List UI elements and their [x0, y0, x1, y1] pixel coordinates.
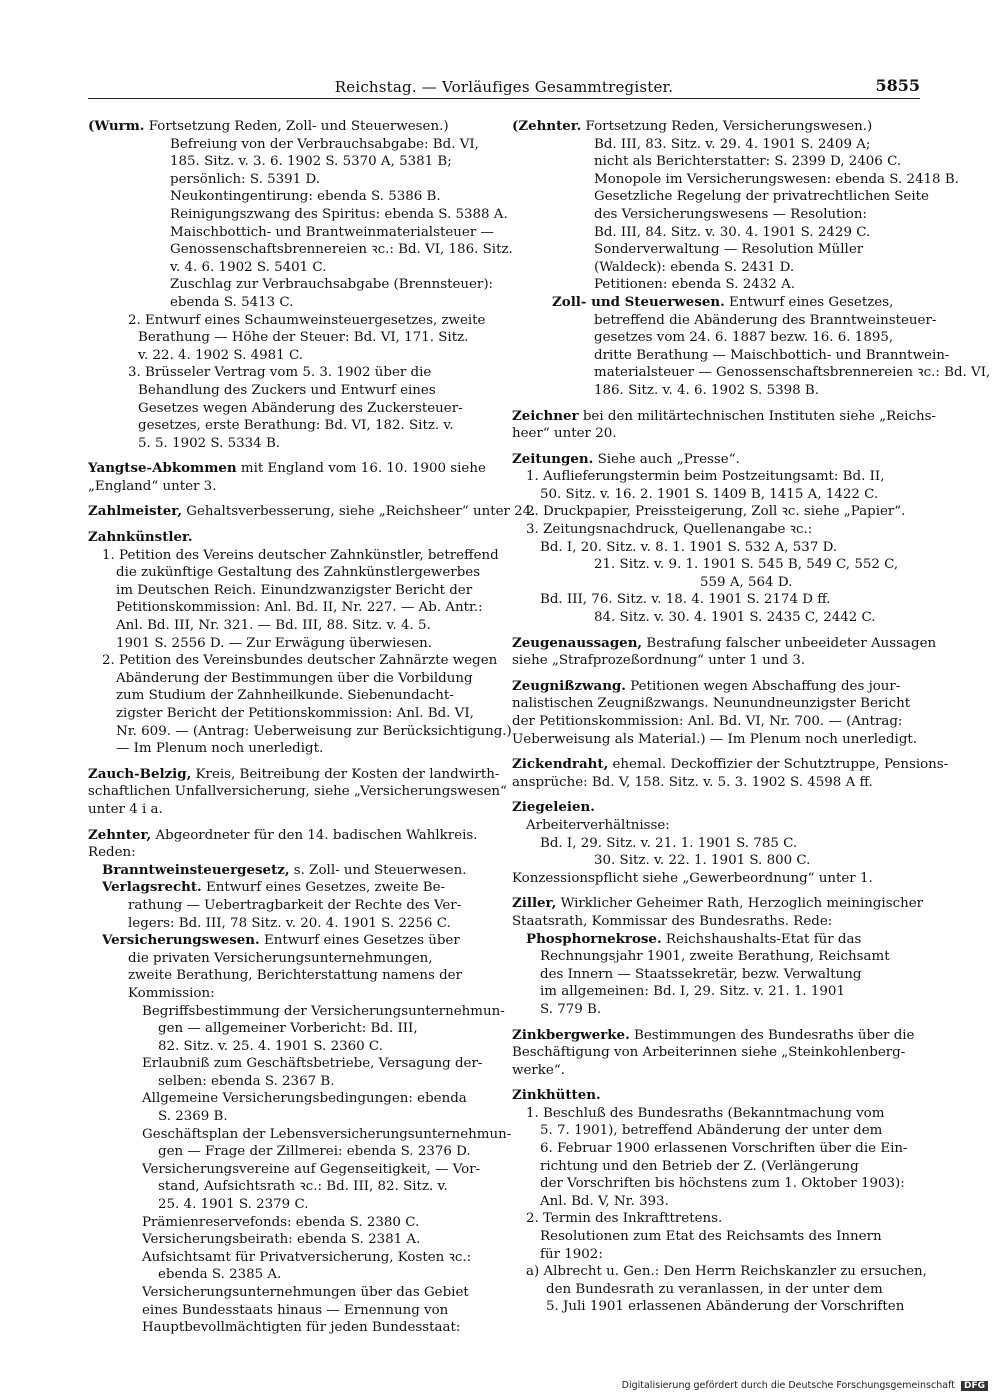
text-line: 3. Zeitungsnachdruck, Quellenangabe ꝛc.:: [526, 522, 813, 538]
text-line: S. 2369 B.: [158, 1109, 228, 1125]
text-line: Allgemeine Versicherungsbedingungen: ebenda: [142, 1091, 467, 1107]
text-line: persönlich: S. 5391 D.: [170, 171, 320, 187]
text-line: Genossenschaftsbrennereien ꝛc.: Bd. VI, 186. Sitz.: [170, 242, 513, 258]
index-heading: Zoll- und Steuerwesen.: [552, 293, 725, 310]
text-line: (Zehnter. Fortsetzung Reden, Versicherungswesen.): [512, 118, 873, 134]
text-line: ansprüche: Bd. V, 158. Sitz. v. 5. 3. 1902 S. 4598 A ff.: [512, 774, 873, 790]
text-line: 25. 4. 1901 S. 2379 C.: [158, 1197, 309, 1213]
text-line: im Deutschen Reich. Einundzwanzigster Bericht der: [116, 582, 473, 598]
text-line: Anl. Bd. III, Nr. 321. — Bd. III, 88. Sitz. v. 4. 5.: [116, 618, 431, 634]
text-line: heer“ unter 20.: [512, 426, 617, 442]
index-heading: Zeitungen.: [512, 450, 594, 467]
text-line: siehe „Strafprozeßordnung“ unter 1 und 3.: [512, 653, 806, 669]
section-gap: [512, 627, 917, 635]
section-gap: [512, 443, 917, 451]
text-line: Gesetzes wegen Abänderung des Zuckersteuer-: [138, 400, 463, 416]
section-gap: [88, 495, 493, 503]
text-line: der Vorschriften bis höchstens zum 1. Oktober 1903):: [540, 1176, 905, 1192]
text-line: v. 4. 6. 1902 S. 5401 C.: [170, 259, 327, 275]
text-line: Bd. III, 84. Sitz. v. 30. 4. 1901 S. 2429 C.: [594, 224, 871, 240]
index-heading: (Wurm.: [88, 118, 145, 134]
text-line: Abänderung der Bestimmungen über die Vorbildung: [116, 670, 473, 686]
text-line: Branntweinsteuergesetz, s. Zoll- und Steuerwesen.: [102, 861, 467, 878]
text-line: Versicherungswesen. Entwurf eines Gesetzes über: [102, 932, 460, 949]
section-gap: [512, 1019, 917, 1027]
text-line: betreffend die Abänderung des Branntweinsteuer-: [594, 312, 937, 328]
text-line: Ueberweisung als Material.) — Im Plenum noch unerledigt.: [512, 731, 918, 747]
text-line: Zeugenaussagen, Bestrafung falscher unbeeideter Aussagen: [512, 634, 937, 651]
text-line: [512, 799, 917, 817]
index-heading: Zinkbergwerke.: [512, 1026, 630, 1043]
text-line: Bd. I, 29. Sitz. v. 21. 1. 1901 S. 785 C.: [540, 835, 798, 851]
text-line: Zauch-Belzig, Kreis, Beitreibung der Kosten der landwirth-: [88, 765, 500, 782]
text-line: Bd. I, 20. Sitz. v. 8. 1. 1901 S. 532 A, 537 D.: [540, 539, 838, 555]
text-line: 3. Brüsseler Vertrag vom 5. 3. 1902 über die: [128, 365, 432, 381]
text-line: ebenda S. 2385 A.: [158, 1267, 282, 1283]
text-line: den Bundesrath zu veranlassen, in der unter dem: [546, 1281, 883, 1297]
section-gap: [512, 1079, 917, 1087]
text-line: Zehnter, Abgeordneter für den 14. badischen Wahlkreis.: [88, 826, 478, 843]
section-gap: [512, 748, 917, 756]
footer-text: Digitalisierung gefördert durch die Deutsche Forschungsgemeinschaft: [621, 1380, 955, 1391]
text-line: 1. Beschluß des Bundesraths (Bekanntmachung vom: [526, 1105, 885, 1121]
index-heading: Zeichner: [512, 407, 579, 424]
text-line: für 1902:: [540, 1246, 603, 1262]
footer-credit: [622, 1380, 988, 1391]
text-line: Zeugnißzwang. Petitionen wegen Abschaffung des jour-: [512, 677, 901, 694]
right-column: [512, 118, 991, 1316]
text-line: Beschäftigung von Arbeiterinnen siehe „Steinkohlenberg-: [512, 1045, 906, 1061]
text-line: Maischbottich- und Brantweinmaterialsteuer —: [170, 224, 494, 240]
text-line: Erlaubniß zum Geschäftsbetriebe, Versagung der-: [142, 1056, 483, 1072]
text-line: 5. Juli 1901 erlassenen Abänderung der Vorschriften: [546, 1299, 905, 1315]
text-line: Versicherungsunternehmungen über das Gebiet: [142, 1285, 469, 1300]
text-line: Petitionen: ebenda S. 2432 A.: [594, 277, 795, 293]
section-gap: [88, 521, 493, 529]
index-heading: Zahnkünstler.: [88, 529, 193, 546]
text-line: v. 22. 4. 1902 S. 4981 C.: [138, 347, 303, 363]
text-line: 2. Petition des Vereinsbundes deutscher Zahnärzte wegen: [102, 653, 498, 669]
text-line: gesetzes, erste Berathung: Bd. VI, 182. Sitz. v.: [138, 418, 454, 434]
text-line: zum Studium der Zahnheilkunde. Siebenundacht-: [116, 688, 454, 704]
text-line: Kommission:: [128, 985, 215, 1001]
index-heading: Zinkhütten.: [512, 1087, 601, 1104]
text-line: — Im Plenum noch unerledigt.: [116, 741, 324, 757]
text-line: 186. Sitz. v. 4. 6. 1902 S. 5398 B.: [594, 382, 820, 398]
index-heading: Zickendraht,: [512, 756, 609, 773]
text-line: Ziller, Wirklicher Geheimer Rath, Herzoglich meiningischer: [512, 895, 924, 912]
text-line: Reden:: [88, 845, 136, 861]
index-heading: (Zehnter.: [512, 118, 582, 134]
page-title: Reichstag. — Vorläufiges Gesammtregister.: [334, 78, 674, 96]
text-line: im allgemeinen: Bd. I, 29. Sitz. v. 21. 1. 1901: [540, 984, 845, 1000]
text-line: Zickendraht, ehemal. Deckoffizier der Schutztruppe, Pensions-: [512, 756, 949, 773]
text-line: materialsteuer — Genossenschaftsbrennereien ꝛc.: Bd. VI,: [594, 365, 991, 381]
text-line: S. 779 B.: [540, 1001, 602, 1017]
text-line: Begriffsbestimmung der Versicherungsunternehmun-: [142, 1003, 505, 1019]
text-line: 84. Sitz. v. 30. 4. 1901 S. 2435 C, 2442 C.: [594, 610, 876, 626]
index-heading: Zeugenaussagen,: [512, 634, 643, 651]
text-line: des Innern — Staatssekretär, bezw. Verwaltung: [540, 966, 862, 982]
dfg-logo: DFG: [961, 1381, 988, 1391]
text-line: 21. Sitz. v. 9. 1. 1901 S. 545 B, 549 C, 552 C,: [594, 557, 899, 573]
text-line: Zuschlag zur Verbrauchsabgabe (Brennsteuer):: [170, 277, 494, 293]
text-line: gen — allgemeiner Vorbericht: Bd. III,: [158, 1021, 418, 1037]
text-line: ebenda S. 5413 C.: [170, 294, 294, 310]
text-line: Phosphornekrose. Reichshaushalts-Etat für das: [526, 930, 862, 947]
text-line: Hauptbevollmächtigten für jeden Bundesstaat:: [142, 1320, 461, 1336]
index-heading: Zahlmeister,: [88, 503, 183, 520]
text-line: Arbeiterverhältnisse:: [526, 817, 670, 833]
text-line: Prämienreservefonds: ebenda S. 2380 C.: [142, 1214, 420, 1230]
section-gap: [512, 887, 917, 895]
text-line: 5. 5. 1902 S. 5334 B.: [138, 435, 281, 451]
text-line: schaftlichen Unfallversicherung, siehe „Versicherungswesen“: [88, 784, 507, 800]
text-line: nalistischen Zeugnißzwangs. Neunundneunzigster Bericht: [512, 696, 911, 712]
text-line: 559 A, 564 D.: [700, 574, 793, 590]
text-line: Reinigungszwang des Spiritus: ebenda S. 5388 A.: [170, 206, 508, 222]
text-line: richtung und den Betrieb der Z. (Verlängerung: [540, 1158, 859, 1174]
text-line: [88, 529, 493, 547]
text-line: Versicherungsvereine auf Gegenseitigkeit, — Vor-: [142, 1161, 481, 1177]
text-line: Yangtse-Abkommen mit England vom 16. 10. 1900 siehe: [88, 460, 486, 477]
text-line: Befreiung von der Verbrauchsabgabe: Bd. VI,: [170, 136, 479, 152]
index-heading: Zauch-Belzig,: [88, 765, 192, 782]
text-line: selben: ebenda S. 2367 B.: [158, 1073, 335, 1089]
index-heading: Ziller,: [512, 895, 557, 912]
index-heading: Phosphornekrose.: [526, 930, 662, 947]
section-gap: [88, 819, 493, 827]
text-line: dritte Berathung — Maischbottich- und Branntwein-: [594, 347, 950, 363]
text-line: werke“.: [512, 1062, 565, 1078]
text-line: Versicherungsbeirath: ebenda S. 2381 A.: [142, 1232, 421, 1248]
page-header: [88, 78, 920, 99]
text-line: Rechnungsjahr 1901, zweite Berathung, Reichsamt: [540, 949, 890, 965]
text-line: die privaten Versicherungsunternehmungen,: [128, 950, 433, 966]
text-line: (Wurm. Fortsetzung Reden, Zoll- und Steuerwesen.): [88, 118, 449, 134]
text-line: Petitionskommission: Anl. Bd. II, Nr. 227. — Ab. Antr.:: [116, 600, 483, 616]
index-heading: Versicherungswesen.: [102, 932, 260, 949]
text-line: 82. Sitz. v. 25. 4. 1901 S. 2360 C.: [158, 1038, 383, 1054]
text-line: Zahlmeister, Gehaltsverbesserung, siehe „Reichsheer“ unter 24.: [88, 503, 536, 520]
text-line: eines Bundesstaats hinaus — Ernennung von: [142, 1302, 449, 1318]
text-line: Gesetzliche Regelung der privatrechtlichen Seite: [594, 189, 929, 205]
text-line: Anl. Bd. V, Nr. 393.: [540, 1193, 669, 1209]
section-gap: [88, 758, 493, 766]
text-line: Monopole im Versicherungswesen: ebenda S. 2418 B.: [594, 171, 959, 187]
text-line: (Waldeck): ebenda S. 2431 D.: [594, 259, 795, 275]
text-line: 30. Sitz. v. 22. 1. 1901 S. 800 C.: [594, 853, 811, 869]
section-gap: [88, 452, 493, 460]
text-line: [512, 1087, 917, 1105]
text-line: Resolutionen zum Etat des Reichsamts des Innern: [540, 1229, 882, 1245]
index-heading: Branntweinsteuergesetz,: [102, 861, 290, 878]
text-line: Berathung — Höhe der Steuer: Bd. VI, 171. Sitz.: [138, 330, 469, 346]
index-heading: Zehnter,: [88, 826, 152, 843]
text-line: gen — Frage der Zillmerei: ebenda S. 2376 D.: [158, 1144, 471, 1160]
text-line: Zeitungen. Siehe auch „Presse“.: [512, 450, 740, 467]
text-line: die zukünftige Gestaltung des Zahnkünstlergewerbes: [116, 565, 481, 581]
text-line: 185. Sitz. v. 3. 6. 1902 S. 5370 A, 5381 B;: [170, 154, 452, 170]
text-line: stand, Aufsichtsrath ꝛc.: Bd. III, 82. Sitz. v.: [158, 1179, 448, 1195]
text-line: 1. Petition des Vereins deutscher Zahnkünstler, betreffend: [102, 547, 499, 563]
index-heading: Zeugnißzwang.: [512, 677, 626, 694]
index-heading: Yangtse-Abkommen: [88, 460, 237, 477]
text-line: 2. Entwurf eines Schaumweinsteuergesetzes, zweite: [128, 312, 486, 328]
text-line: Nr. 609. — (Antrag: Ueberweisung zur Berücksichtigung.): [116, 723, 512, 739]
text-line: 50. Sitz. v. 16. 2. 1901 S. 1409 B, 1415 A, 1422 C.: [540, 486, 879, 502]
text-line: Geschäftsplan der Lebensversicherungsunternehmun-: [142, 1126, 512, 1142]
text-line: Sonderverwaltung — Resolution Müller: [594, 242, 864, 258]
text-line: Bd. III, 83. Sitz. v. 29. 4. 1901 S. 2409 A;: [594, 136, 871, 152]
text-line: Behandlung des Zuckers und Entwurf eines: [138, 382, 436, 398]
text-line: Zinkbergwerke. Bestimmungen des Bundesraths über die: [512, 1026, 915, 1043]
text-line: 6. Februar 1900 erlassenen Vorschriften über die Ein-: [540, 1141, 908, 1157]
section-gap: [512, 670, 917, 678]
text-line: unter 4 i a.: [88, 801, 163, 817]
text-line: 2. Termin des Inkrafttretens.: [526, 1211, 723, 1227]
text-line: Konzessionspflicht siehe „Gewerbeordnung“ unter 1.: [512, 870, 873, 886]
text-line: Zoll- und Steuerwesen. Entwurf eines Gesetzes,: [552, 293, 894, 310]
text-line: 5. 7. 1901), betreffend Abänderung der unter dem: [540, 1123, 883, 1139]
text-line: zigster Bericht der Petitionskommission: Anl. Bd. VI,: [116, 706, 474, 721]
text-line: 1901 S. 2556 D. — Zur Erwägung überwiesen.: [116, 635, 433, 651]
text-line: gesetzes vom 24. 6. 1887 bezw. 16. 6. 1895,: [594, 330, 894, 346]
text-line: nicht als Berichterstatter: S. 2399 D, 2406 C.: [594, 154, 902, 170]
text-line: Zeichner bei den militärtechnischen Instituten siehe „Reichs-: [512, 407, 936, 424]
text-line: legers: Bd. III, 78 Sitz. v. 20. 4. 1901 S. 2256 C.: [128, 915, 451, 931]
index-heading: Verlagsrecht.: [102, 879, 202, 896]
page-number: 5855: [875, 76, 920, 95]
text-line: zweite Berathung, Berichterstattung namens der: [128, 968, 463, 984]
text-line: Aufsichtsamt für Privatversicherung, Kosten ꝛc.:: [142, 1249, 472, 1265]
index-heading: Ziegeleien.: [512, 799, 595, 816]
text-line: rathung — Uebertragbarkeit der Rechte des Ver-: [128, 897, 462, 913]
text-line: des Versicherungswesens — Resolution:: [594, 206, 867, 222]
text-line: Staatsrath, Kommissar des Bundesraths. Rede:: [512, 913, 833, 929]
section-gap: [512, 791, 917, 799]
text-line: a) Albrecht u. Gen.: Den Herrn Reichskanzler zu ersuchen,: [526, 1264, 927, 1280]
text-line: der Petitionskommission: Anl. Bd. VI, Nr. 700. — (Antrag:: [512, 714, 903, 729]
text-line: 1. Auflieferungstermin beim Postzeitungsamt: Bd. II,: [526, 469, 885, 485]
text-line: Neukontingentirung: ebenda S. 5386 B.: [170, 189, 441, 205]
text-line: Verlagsrecht. Entwurf eines Gesetzes, zweite Be-: [102, 879, 446, 896]
text-line: 2. Druckpapier, Preissteigerung, Zoll ꝛc. siehe „Papier“.: [526, 504, 906, 520]
text-line: Bd. III, 76. Sitz. v. 18. 4. 1901 S. 2174 D ff.: [540, 592, 831, 608]
section-gap: [512, 400, 917, 408]
text-line: „England“ unter 3.: [88, 478, 217, 494]
